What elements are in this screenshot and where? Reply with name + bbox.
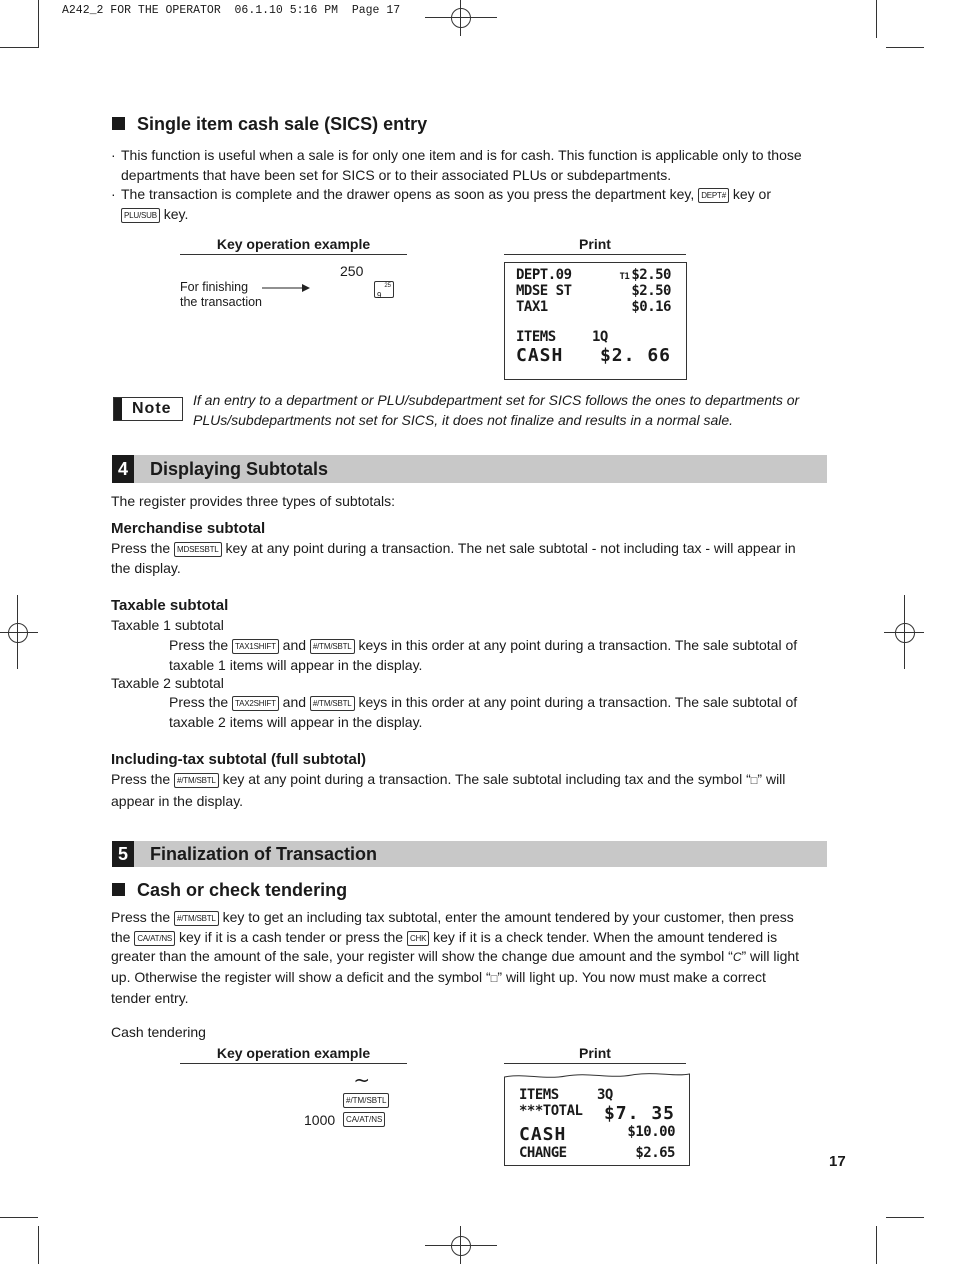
tax2-pre-text: Press the [169, 694, 229, 710]
chk-key: CHK [407, 931, 429, 946]
tender-l1-pre: Press the [111, 909, 171, 925]
taxable-2-text [169, 693, 829, 732]
and-text: and [282, 694, 307, 710]
receipt-total-value: $7. 35 [603, 1103, 675, 1124]
taxable-2-label: Taxable 2 subtotal [111, 675, 224, 691]
incl-pre-text: Press the [111, 771, 171, 787]
tender-l2-mid: key if it is a cash tender or press the [178, 928, 404, 945]
ca-at-ns-key: CA/AT/NS [343, 1112, 385, 1127]
crop-mark [886, 47, 924, 48]
receipt-cash-label: CASH [516, 345, 564, 366]
receipt-items-label: ITEMS [519, 1087, 559, 1103]
receipt-total-line [519, 1103, 675, 1124]
cash-check-tendering-title: Cash or check tendering [137, 880, 348, 900]
key-operation-header: Key operation example [180, 1045, 407, 1064]
taxable-subtotal-heading: Taxable subtotal [111, 597, 229, 614]
subtotals-intro: The register provides three types of subtotals: [111, 493, 396, 509]
crop-mark [876, 0, 877, 38]
tendering-paragraph [111, 908, 833, 1009]
sics-bullet-2-end: key. [163, 205, 189, 222]
amount-entry: 250 [340, 263, 364, 279]
receipt-line-label: MDSE ST [516, 283, 572, 299]
merch-pre-text: Press the [111, 540, 171, 556]
receipt-line [516, 299, 671, 315]
sics-bullet-2-mid: key or [732, 186, 771, 202]
section-5-title: Finalization of Transaction [150, 844, 378, 864]
including-tax-subtotal-heading: Including-tax subtotal (full subtotal) [111, 751, 366, 768]
finishing-label-line2: the transaction [180, 295, 262, 309]
receipt-tax-tag: T1 [619, 272, 630, 282]
section-4-number: 4 [112, 455, 134, 483]
merchandise-subtotal-heading: Merchandise subtotal [111, 520, 266, 537]
tender-l2-pre: the [111, 928, 131, 945]
tm-sbtl-key: #/TM/SBTL [310, 639, 355, 654]
receipt-items-line [519, 1087, 675, 1103]
bullet-dot-icon: · [111, 186, 116, 202]
registration-mark [460, 0, 461, 36]
sics-title: Single item cash sale (SICS) entry [137, 114, 428, 134]
ca-at-ns-key: CA/AT/NS [134, 931, 175, 946]
receipt-items-line [516, 329, 671, 345]
tax1-pre-text: Press the [169, 637, 229, 653]
sics-bullet-2-text: The transaction is complete and the drawer opens as soon as you press the department key, [121, 186, 695, 202]
and-text: and [282, 637, 307, 653]
receipt-line-value: $2.50 [631, 267, 671, 283]
including-tax-subtotal-text [111, 770, 833, 811]
receipt-line-label: TAX1 [516, 299, 548, 315]
tender-l4-pre: up. Otherwise the register will show a deficit and the symbol “ [111, 968, 491, 985]
receipt-change-label: CHANGE [519, 1145, 567, 1161]
sics-bullet-2 [111, 185, 833, 224]
registration-mark [8, 623, 28, 643]
plu-sub-key: PLU/SUB [121, 208, 160, 223]
sics-receipt [504, 262, 687, 380]
registration-mark [451, 8, 471, 28]
registration-mark [884, 632, 924, 633]
tm-sbtl-key: #/TM/SBTL [310, 696, 355, 711]
receipt-items-value: 3Q [597, 1087, 613, 1103]
receipt-line [516, 283, 671, 299]
square-bullet-icon [112, 883, 125, 896]
dept-key-small-label: 25 [384, 283, 391, 289]
sics-bullet-1-text: This function is useful when a sale is for only one item and is for cash. This function is applicable only to those departments that have been set for SICS or to their associated PLUs or subdepartments. [121, 147, 802, 183]
merch-line1-text: key at any point during a transaction. The net sale subtotal - not including tax - will appear in [225, 540, 796, 556]
registration-mark [425, 17, 497, 18]
dept-key: DEPT# [698, 188, 729, 203]
receipt-line [516, 267, 671, 283]
crop-mark [876, 1226, 877, 1264]
crop-mark [0, 47, 38, 48]
note-text: If an entry to a department or PLU/subdepartment set for SICS follows the ones to departments or PLUs/subdepartments not set for SICS, it does not finalize and results in a normal sale. [193, 392, 800, 428]
tax2-shift-key: TAX2SHIFT [232, 696, 279, 711]
receipt-change-line [519, 1145, 675, 1161]
tax2-post-text: keys in this order at any point during a transaction. The sale subtotal of [358, 694, 798, 710]
tender-l4-post: ” will light up. You now must make a correct [497, 968, 766, 985]
subtotal-symbol-icon: □ [750, 775, 758, 787]
tender-l3-pre: greater than the amount of the sale, your register will show the change due amount and the symbol “ [111, 948, 733, 964]
receipt-line-value: $2.50 [631, 283, 671, 299]
dept-9-key [374, 281, 394, 298]
tilde-separator-icon: ≀ [350, 1076, 373, 1085]
print-header: Print [504, 1045, 686, 1064]
tax1-shift-key: TAX1SHIFT [232, 639, 279, 654]
registration-mark [425, 1245, 497, 1246]
receipt-line-value: $0.16 [631, 299, 671, 315]
tax2-line2-text: taxable 2 items will appear in the display. [169, 713, 423, 730]
receipt-items-value: 1Q [592, 329, 608, 345]
cash-tendering-label: Cash tendering [111, 1024, 206, 1040]
receipt-change-value: $2.65 [635, 1145, 675, 1161]
incl-post2-text: ” will [757, 771, 786, 787]
registration-mark [895, 623, 915, 643]
tender-l5: tender entry. [111, 990, 189, 1006]
tm-sbtl-key: #/TM/SBTL [174, 773, 219, 788]
square-bullet-icon [112, 117, 125, 130]
receipt-cash-value: $10.00 [627, 1124, 675, 1140]
taxable-1-text [169, 636, 829, 675]
tm-sbtl-key: #/TM/SBTL [174, 911, 219, 926]
mdse-sbtl-key: MDSESBTL [174, 542, 222, 557]
receipt-line-label: DEPT.09 [516, 267, 572, 283]
merchandise-subtotal-text [111, 539, 833, 578]
arrow-right-icon [262, 283, 310, 293]
page-number: 17 [829, 1153, 846, 1170]
key-operation-header: Key operation example [180, 236, 407, 255]
finishing-label-line1: For finishing [180, 280, 249, 294]
deficit-symbol-icon: □ [490, 972, 498, 985]
print-header: Print [504, 236, 686, 255]
tendered-amount: 1000 [304, 1112, 336, 1128]
receipt-cash-line [519, 1124, 675, 1145]
tender-l2-post: key if it is a check tender. When the amount tendered is [433, 928, 778, 945]
bullet-dot-icon: · [111, 147, 116, 163]
dept-key-main-label: 9 [377, 291, 382, 300]
sics-heading [112, 114, 427, 135]
tender-l1-post: key to get an including tax subtotal, enter the amount tendered by your customer, then press [222, 909, 794, 925]
tax1-line2-text: taxable 1 items will appear in the display. [169, 656, 423, 673]
crop-mark [886, 1217, 924, 1218]
change-symbol-icon: C [732, 950, 742, 964]
crop-mark [38, 0, 39, 48]
sics-bullet-1 [111, 146, 833, 185]
receipt-items-label: ITEMS [516, 329, 556, 345]
section-4-title: Displaying Subtotals [150, 459, 329, 479]
running-header: A242_2 FOR THE OPERATOR 06.1.10 5:16 PM Page 17 [62, 4, 401, 17]
note-badge: Note [113, 397, 183, 421]
receipt-cash-line [516, 345, 671, 366]
tax1-post-text: keys in this order at any point during a transaction. The sale subtotal of [358, 637, 798, 653]
finishing-label [180, 280, 262, 310]
receipt-total-label: ***TOTAL [519, 1103, 583, 1119]
cash-check-tendering-heading [112, 880, 347, 901]
incl-line2-text: appear in the display. [111, 792, 244, 809]
tm-sbtl-key: #/TM/SBTL [343, 1093, 389, 1108]
merch-line2-text: the display. [111, 559, 181, 576]
registration-mark [451, 1236, 471, 1256]
receipt-cash-label: CASH [519, 1124, 567, 1145]
incl-post-text: key at any point during a transaction. The sale subtotal including tax and the symbol “ [222, 771, 751, 787]
registration-mark [0, 632, 38, 633]
section-5-number: 5 [112, 841, 134, 867]
tender-receipt [504, 1071, 690, 1166]
receipt-cash-value: $2. 66 [599, 345, 671, 366]
crop-mark [0, 1217, 38, 1218]
taxable-1-label: Taxable 1 subtotal [111, 617, 224, 633]
crop-mark [38, 1226, 39, 1264]
tender-l3-post: ” will light [741, 948, 800, 964]
